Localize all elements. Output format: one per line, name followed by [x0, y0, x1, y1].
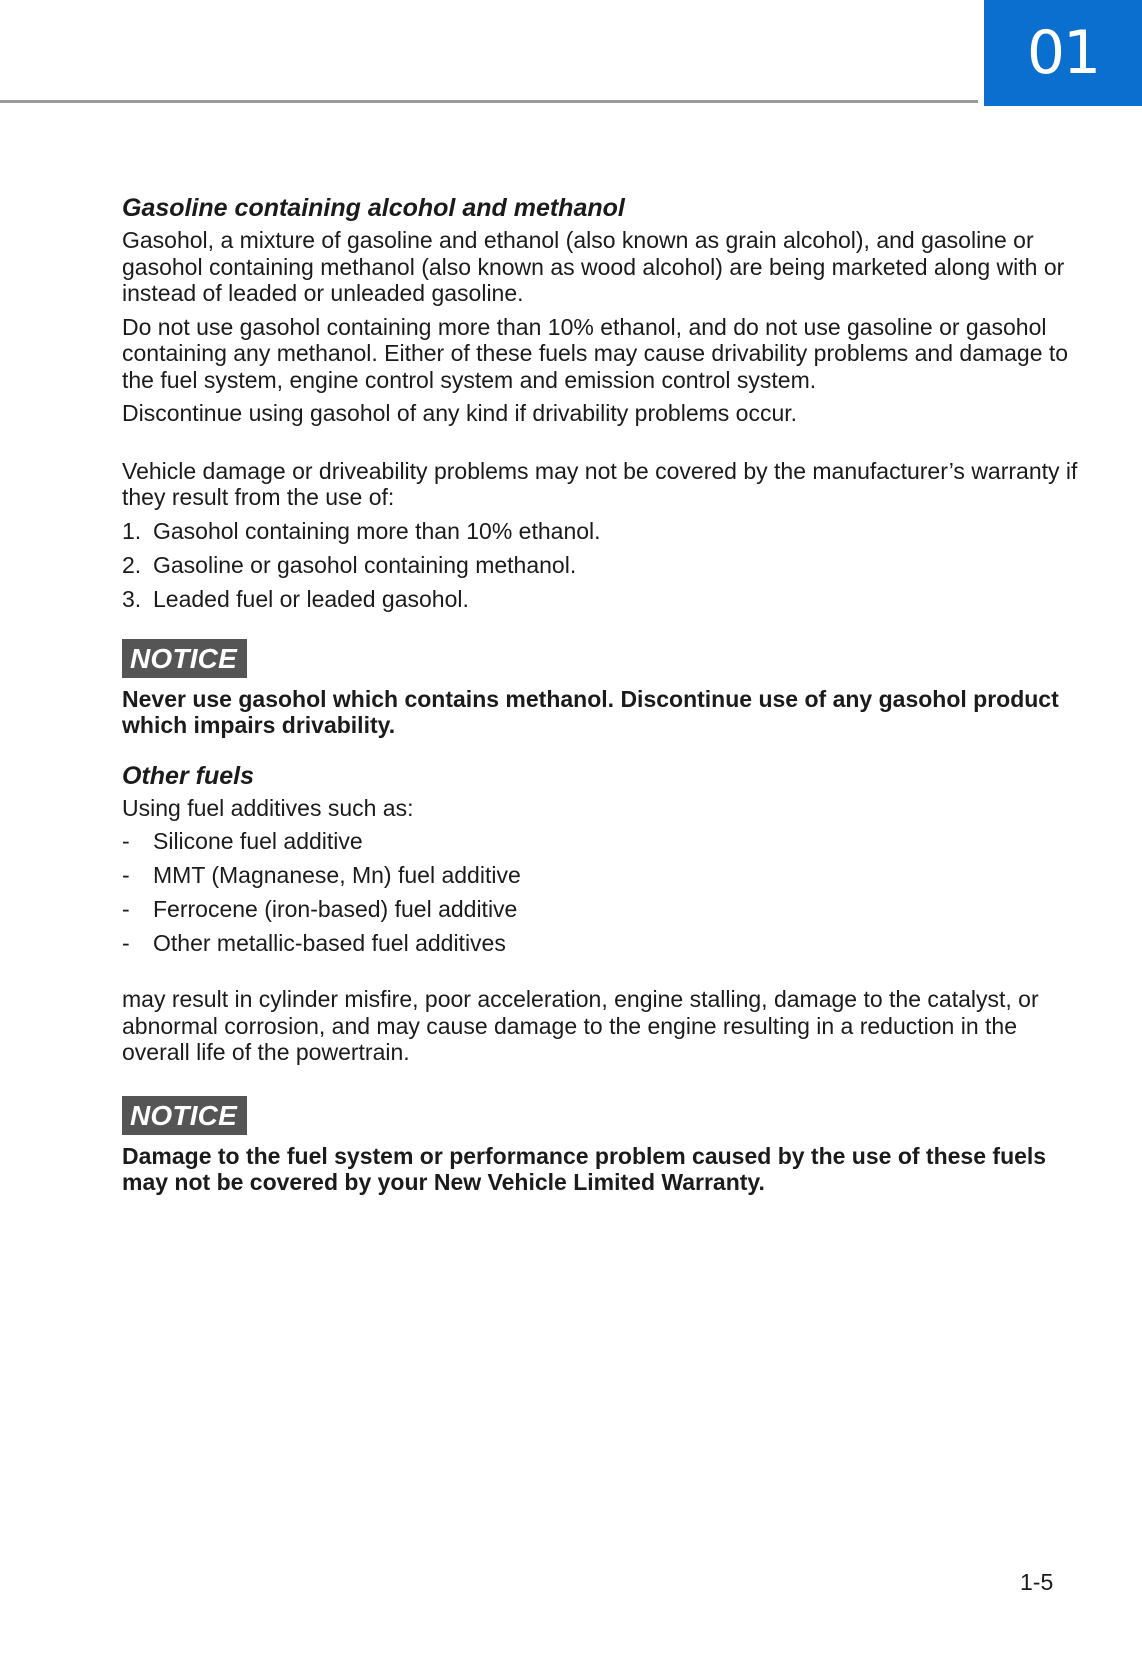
list-item — [122, 552, 1082, 579]
chapter-number: 01 — [1026, 18, 1100, 88]
paragraph-warranty-intro: Vehicle damage or driveability problems may not be covered by the manufacturer’s warranty if they result from the use of: — [122, 457, 1078, 510]
notice-text-warranty: Damage to the fuel system or performance problem caused by the use of these fuels may not be covered by your New Vehicle Limited Warranty. — [122, 1142, 1047, 1195]
list-item — [122, 586, 1082, 613]
numbered-list-fuels — [122, 518, 1082, 613]
list-marker: - — [122, 828, 130, 854]
list-item — [122, 828, 1082, 855]
list-marker: 3. — [122, 585, 142, 612]
list-item-text: Gasohol containing more than 10% ethanol. — [153, 517, 601, 544]
list-item-text: MMT (Magnanese, Mn) fuel additive — [153, 862, 521, 888]
bullet-list-additives — [122, 828, 1082, 957]
list-item-text: Ferrocene (iron-based) fuel additive — [153, 896, 518, 922]
list-marker: - — [122, 862, 130, 888]
paragraph-gasohol-definition: Gasohol, a mixture of gasoline and ethanol (also known as grain alcohol), and gasoline or gasohol containing methanol (also known as wood alcohol) are being marketed along with or instead of leaded or unleaded gasoline. — [122, 227, 1065, 306]
list-item — [122, 930, 1082, 957]
list-marker: - — [122, 930, 130, 956]
list-item-text: Gasoline or gasohol containing methanol. — [153, 551, 577, 578]
paragraph-additives-effects: may result in cylinder misfire, poor acceleration, engine stalling, damage to the catalyst, or abnormal corrosion, and may cause damage to the engine resulting in a reduction in the overall life of the powertrain. — [122, 986, 1039, 1065]
list-item-text: Silicone fuel additive — [153, 828, 363, 854]
paragraph-discontinue-use: Discontinue using gasohol of any kind if drivability problems occur. — [122, 400, 798, 426]
list-marker: - — [122, 896, 130, 922]
list-item-text: Other metallic-based fuel additives — [153, 930, 506, 956]
spacer — [122, 964, 1082, 986]
notice-badge: NOTICE — [122, 639, 247, 678]
section-title-other-fuels: Other fuels — [122, 761, 254, 790]
header-divider — [0, 100, 978, 103]
list-item — [122, 862, 1082, 889]
paragraph-ethanol-limit: Do not use gasohol containing more than 10% ethanol, and do not use gasoline or gasohol containing any methanol. Either of these fuels may cause drivability problems and damage to the fuel system, engine control system and emission control system. — [122, 313, 1069, 393]
list-marker: 1. — [122, 517, 142, 544]
list-item — [122, 896, 1082, 923]
list-item-text: Leaded fuel or leaded gasohol. — [153, 585, 469, 612]
page-content — [122, 193, 1082, 1196]
list-marker: 2. — [122, 551, 142, 578]
page-number: 1-5 — [1020, 1569, 1054, 1595]
notice-text-methanol: Never use gasohol which contains methanol. Discontinue use of any gasohol product which impairs drivability. — [122, 685, 1059, 738]
chapter-tab — [984, 0, 1142, 106]
list-item — [122, 518, 1082, 545]
paragraph-additives-intro: Using fuel additives such as: — [122, 794, 414, 821]
spacer — [122, 434, 1082, 458]
section-title-gasoline-alcohol: Gasoline containing alcohol and methanol — [122, 194, 625, 222]
notice-badge: NOTICE — [122, 1096, 247, 1135]
